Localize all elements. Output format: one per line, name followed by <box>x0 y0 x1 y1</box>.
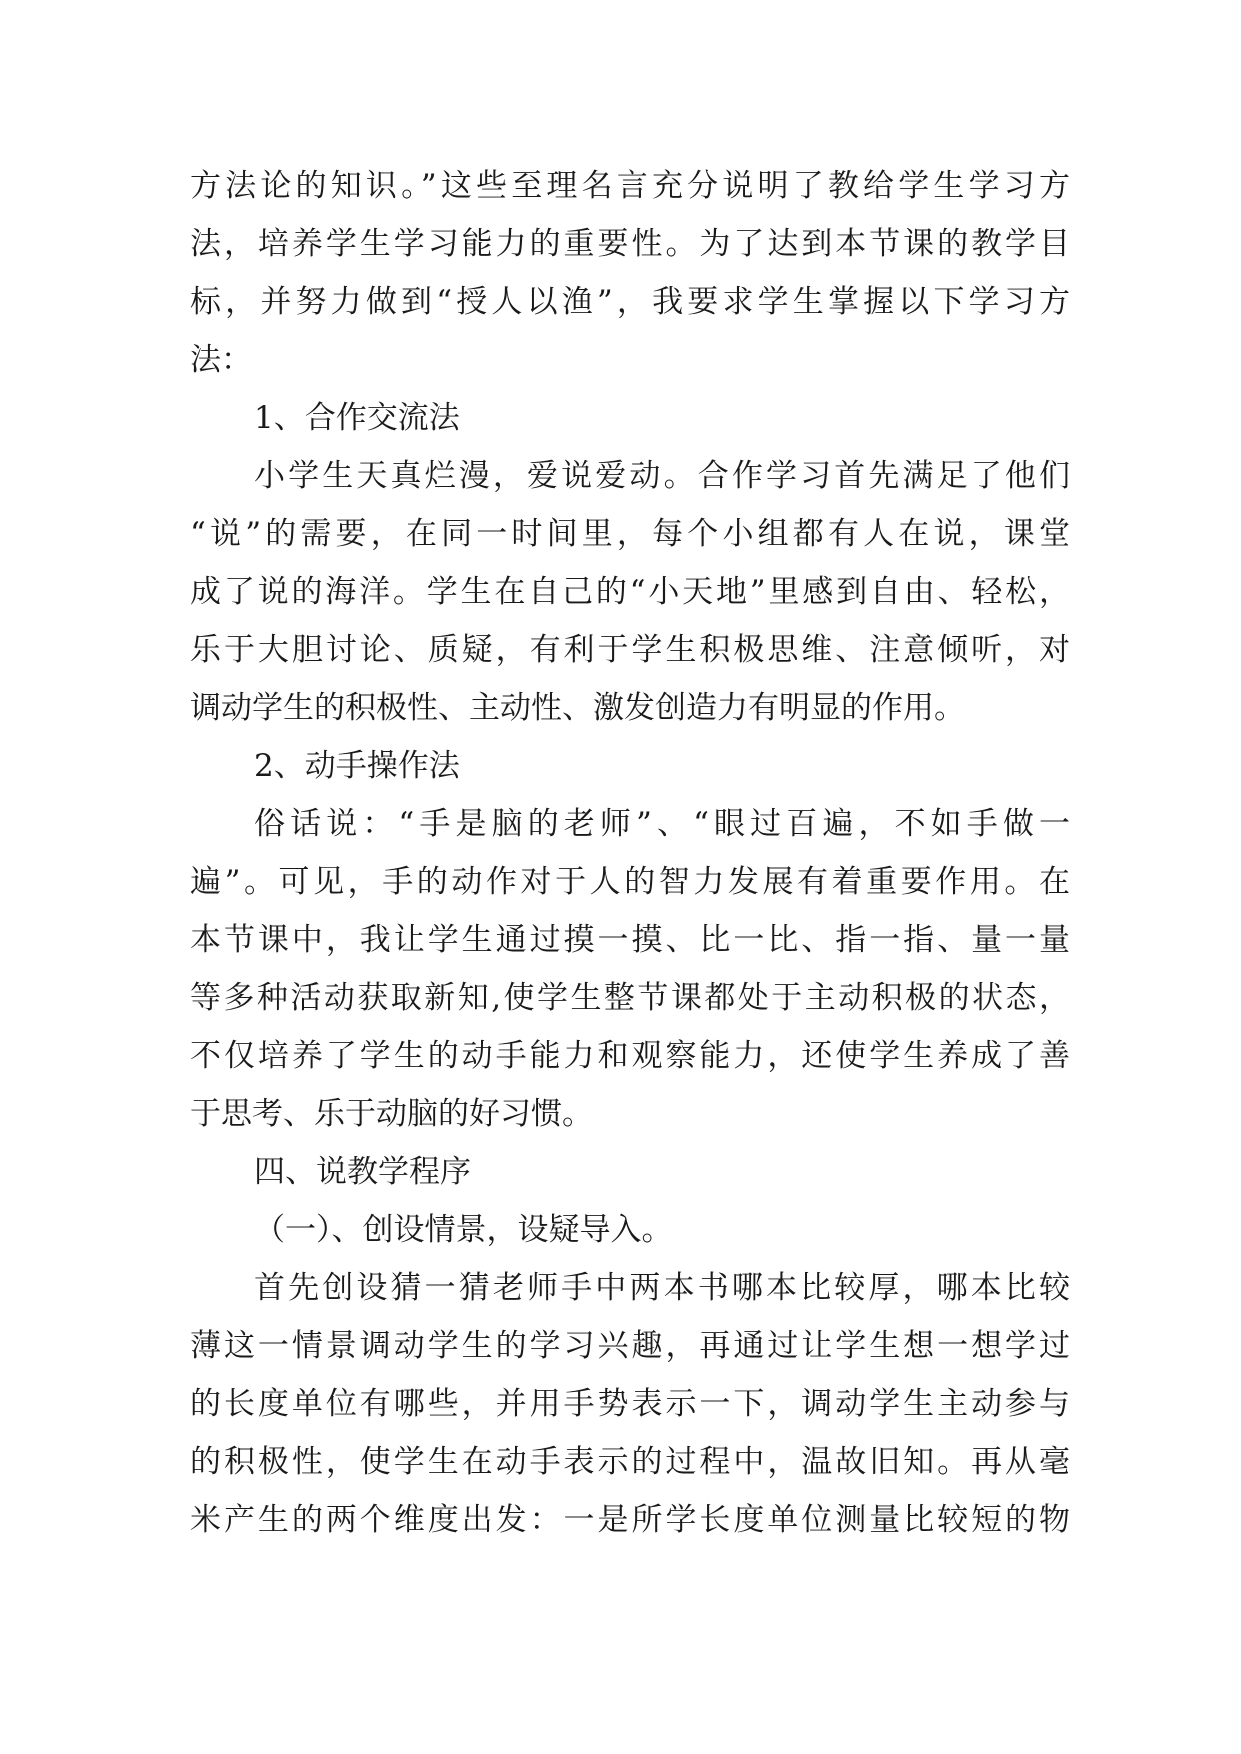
text-line: 首先创设猜一猜老师手中两本书哪本比较厚，哪本比较 <box>254 1270 1070 1306</box>
text-line: 薄这一情景调动学生的学习兴趣，再通过让学生想一想学过 <box>190 1328 1070 1364</box>
text-line: 小学生天真烂漫，爱说爱动。合作学习首先满足了他们 <box>254 458 1070 494</box>
text-line: 法，培养学生学习能力的重要性。为了达到本节课的教学目 <box>190 226 1070 262</box>
text-line: 的积极性，使学生在动手表示的过程中，温故旧知。再从毫 <box>190 1444 1070 1480</box>
text-line: 米产生的两个维度出发：一是所学长度单位测量比较短的物 <box>190 1502 1070 1538</box>
text-line: 的长度单位有哪些，并用手势表示一下，调动学生主动参与 <box>190 1386 1070 1422</box>
text-line: 方法论的知识。”这些至理名言充分说明了教给学生学习方 <box>190 168 1070 204</box>
text-line: 法： <box>190 342 252 378</box>
text-line: 乐于大胆讨论、质疑，有利于学生积极思维、注意倾听，对 <box>190 632 1070 668</box>
text-line: 调动学生的积极性、主动性、激发创造力有明显的作用。 <box>190 690 965 726</box>
text-line: 标，并努力做到“授人以渔”，我要求学生掌握以下学习方 <box>190 284 1070 320</box>
section-heading: 2、动手操作法 <box>254 748 460 784</box>
text-line: 成了说的海洋。学生在自己的“小天地”里感到自由、轻松， <box>190 574 1070 610</box>
text-line: 本节课中，我让学生通过摸一摸、比一比、指一指、量一量 <box>190 922 1070 958</box>
text-line: “说”的需要，在同一时间里，每个小组都有人在说，课堂 <box>190 516 1070 552</box>
subsection-heading: （一）、创设情景，设疑导入。 <box>254 1212 673 1248</box>
text-line: 于思考、乐于动脑的好习惯。 <box>190 1096 593 1132</box>
text-line: 俗话说：“手是脑的老师”、“眼过百遍，不如手做一 <box>254 806 1070 842</box>
section-heading: 四、说教学程序 <box>254 1154 471 1190</box>
text-line: 等多种活动获取新知,使学生整节课都处于主动积极的状态， <box>190 980 1070 1016</box>
text-line: 不仅培养了学生的动手能力和观察能力，还使学生养成了善 <box>190 1038 1070 1074</box>
text-line: 遍”。可见，手的动作对于人的智力发展有着重要作用。在 <box>190 864 1070 900</box>
section-heading: 1、合作交流法 <box>254 400 460 436</box>
